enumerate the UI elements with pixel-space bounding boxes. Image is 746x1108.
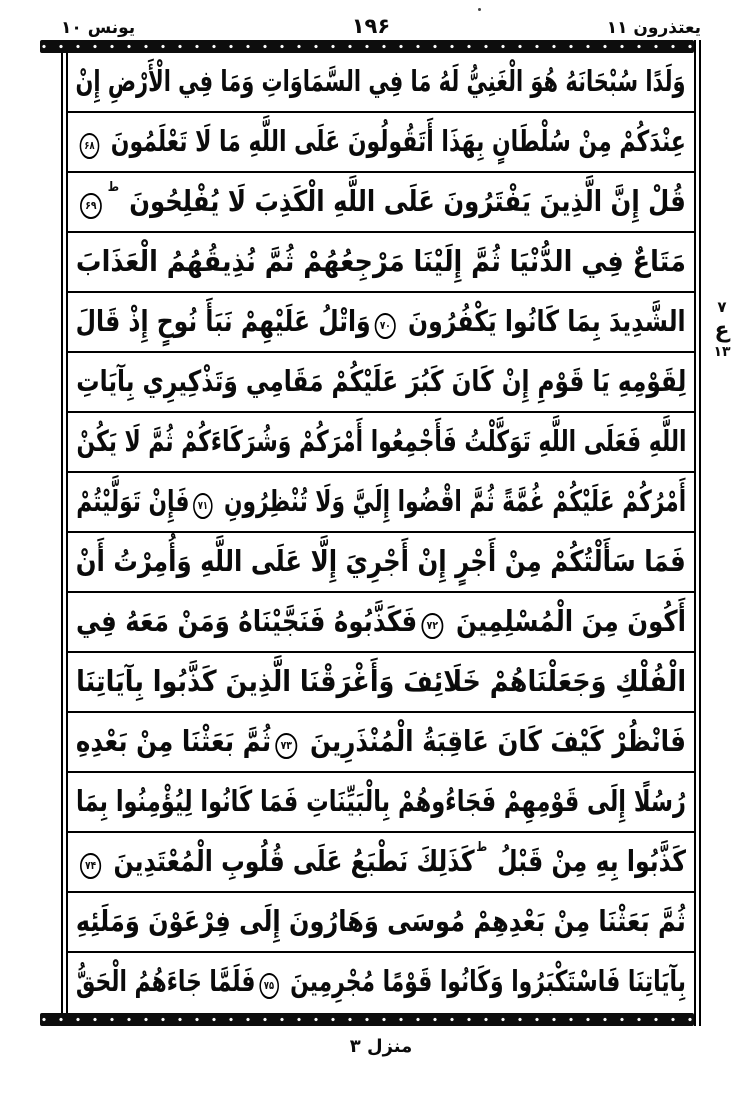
quran-text: فَإِنْ تَوَلَّيْتُمْ xyxy=(77,484,191,518)
ruku-marker-line: ع xyxy=(715,317,731,343)
quran-text: الشَّدِيدَ بِمَا كَانُوا يَكْفُرُونَ xyxy=(409,304,687,338)
ruku-marker xyxy=(702,298,744,362)
quran-line-content xyxy=(77,53,687,109)
text-frame xyxy=(62,40,702,1026)
quran-line-content xyxy=(77,713,687,769)
quran-text: كَذَلِكَ نَطْبَعُ عَلَى قُلُوبِ الْمُعْتَدِينَ xyxy=(114,844,476,878)
quran-line xyxy=(69,293,695,353)
ayah-marker: ۷۲ xyxy=(422,613,444,639)
quran-line xyxy=(69,233,695,293)
quran-text: وَاتْلُ عَلَيْهِمْ نَبَأَ نُوحٍ إِذْ قَالَ xyxy=(77,304,373,338)
quran-line xyxy=(69,353,695,413)
quran-line xyxy=(69,173,695,233)
quran-text: فَكَذَّبُوهُ فَنَجَّيْنَاهُ وَمَنْ مَعَهُ فِي xyxy=(77,604,419,638)
quran-line xyxy=(69,653,695,713)
quran-line xyxy=(69,53,695,113)
quran-line-content xyxy=(77,593,687,649)
quran-text: وَلَدًا سُبْحَانَهُ هُوَ الْغَنِيُّ لَهُ مَا فِي السَّمَاوَاتِ وَمَا فِي الْأَرْضِ إِنْ xyxy=(77,64,687,98)
quran-line xyxy=(69,113,695,173)
quran-line-content xyxy=(77,293,687,349)
ayah-marker: ۷۵ xyxy=(260,973,280,999)
ayah-marker: ۶۹ xyxy=(81,193,103,219)
quran-line xyxy=(69,833,695,893)
surah-name-label: يونس ۱۰ xyxy=(62,18,137,38)
quran-text: أَمْرُكُمْ عَلَيْكُمْ غُمَّةً ثُمَّ اقْضُوا إِلَيَّ وَلَا تُنْظِرُونِ xyxy=(224,484,687,518)
page-number: ۱۹۶ xyxy=(352,14,392,38)
quran-line-content xyxy=(77,953,687,1009)
quran-text: ثُمَّ بَعَثْنَا مِنْ بَعْدِهِ xyxy=(77,724,273,758)
quran-line-content xyxy=(77,113,687,169)
quran-line-content xyxy=(77,533,687,589)
ornamental-band-top xyxy=(41,40,695,53)
quran-line xyxy=(69,953,695,1013)
quran-line xyxy=(69,473,695,533)
quran-text: عِنْدَكُمْ مِنْ سُلْطَانٍ بِهَذَا أَتَقُولُونَ عَلَى اللَّهِ مَا لَا تَعْلَمُونَ xyxy=(111,124,687,158)
quran-text-block xyxy=(69,53,695,1013)
quran-text: مَتَاعٌ فِي الدُّنْيَا ثُمَّ إِلَيْنَا مَرْجِعُهُمْ ثُمَّ نُذِيقُهُمُ الْعَذَابَ xyxy=(77,244,687,278)
quran-line-content xyxy=(77,353,687,409)
quran-text: فَمَا سَأَلْتُكُمْ مِنْ أَجْرٍ إِنْ أَجْرِيَ إِلَّا عَلَى اللَّهِ وَأُمِرْتُ أَنْ xyxy=(77,544,687,578)
quran-line-content xyxy=(77,833,687,889)
quran-text: فَانْظُرْ كَيْفَ كَانَ عَاقِبَةُ الْمُنْذَرِينَ xyxy=(311,724,687,758)
quran-text: ثُمَّ بَعَثْنَا مِنْ بَعْدِهِمْ مُوسَى وَهَارُونَ إِلَى فِرْعَوْنَ وَمَلَئِهِ xyxy=(77,904,687,938)
quran-text: رُسُلًا إِلَى قَوْمِهِمْ فَجَاءُوهُمْ بِالْبَيِّنَاتِ فَمَا كَانُوا لِيُؤْمِنُوا بِمَا xyxy=(77,784,687,818)
quran-line xyxy=(69,773,695,833)
quran-line xyxy=(69,593,695,653)
quran-line-content xyxy=(77,173,687,229)
manzil-catchword: منزل ۳ xyxy=(350,1036,414,1057)
quran-line xyxy=(69,713,695,773)
ornamental-band-bottom xyxy=(41,1013,695,1026)
quran-line xyxy=(69,533,695,593)
quran-text: اللَّهِ فَعَلَى اللَّهِ تَوَكَّلْتُ فَأَجْمِعُوا أَمْرَكُمْ وَشُرَكَاءَكُمْ ثُمَّ لَا يَكُنْ xyxy=(77,424,687,458)
page-header xyxy=(62,8,702,38)
quran-text: لِقَوْمِهِ يَا قَوْمِ إِنْ كَانَ كَبُرَ عَلَيْكُمْ مَقَامِي وَتَذْكِيرِي بِآيَاتِ xyxy=(77,364,687,398)
pause-mark: ط xyxy=(108,180,121,195)
ayah-marker: ۷۰ xyxy=(376,313,397,339)
quran-line-content xyxy=(77,473,687,529)
quran-line-content xyxy=(77,653,687,709)
ayah-marker: ۷۴ xyxy=(81,853,102,879)
ink-speck xyxy=(479,8,482,11)
ruku-marker-line: ۱۳ xyxy=(714,344,732,361)
quran-text: أَكُونَ مِنَ الْمُسْلِمِينَ xyxy=(457,604,687,638)
quran-line xyxy=(69,893,695,953)
quran-text: فَلَمَّا جَاءَهُمُ الْحَقُّ xyxy=(77,964,257,998)
ayah-marker: ۶۸ xyxy=(81,133,101,159)
quran-text: بِآيَاتِنَا فَاسْتَكْبَرُوا وَكَانُوا قَوْمًا مُجْرِمِينَ xyxy=(291,964,687,998)
quran-line-content xyxy=(77,773,687,829)
pause-mark: ط xyxy=(477,840,489,855)
ruku-marker-line: ۷ xyxy=(718,298,728,316)
quran-text: قُلْ إِنَّ الَّذِينَ يَفْتَرُونَ عَلَى اللَّهِ الْكَذِبَ لَا يُفْلِحُونَ xyxy=(130,184,687,218)
quran-text: الْفُلْكِ وَجَعَلْنَاهُمْ خَلَائِفَ وَأَغْرَقْنَا الَّذِينَ كَذَّبُوا بِآيَاتِنَا xyxy=(77,664,687,698)
ayah-marker: ۷۳ xyxy=(276,733,298,759)
ayah-marker: ۷۱ xyxy=(194,493,213,519)
juz-name-label: يعتذرون ۱۱ xyxy=(607,18,702,38)
quran-text: كَذَّبُوا بِهِ مِنْ قَبْلُ xyxy=(498,844,687,878)
quran-line-content xyxy=(77,893,687,949)
quran-line xyxy=(69,413,695,473)
quran-line-content xyxy=(77,413,687,469)
quran-line-content xyxy=(77,233,687,289)
